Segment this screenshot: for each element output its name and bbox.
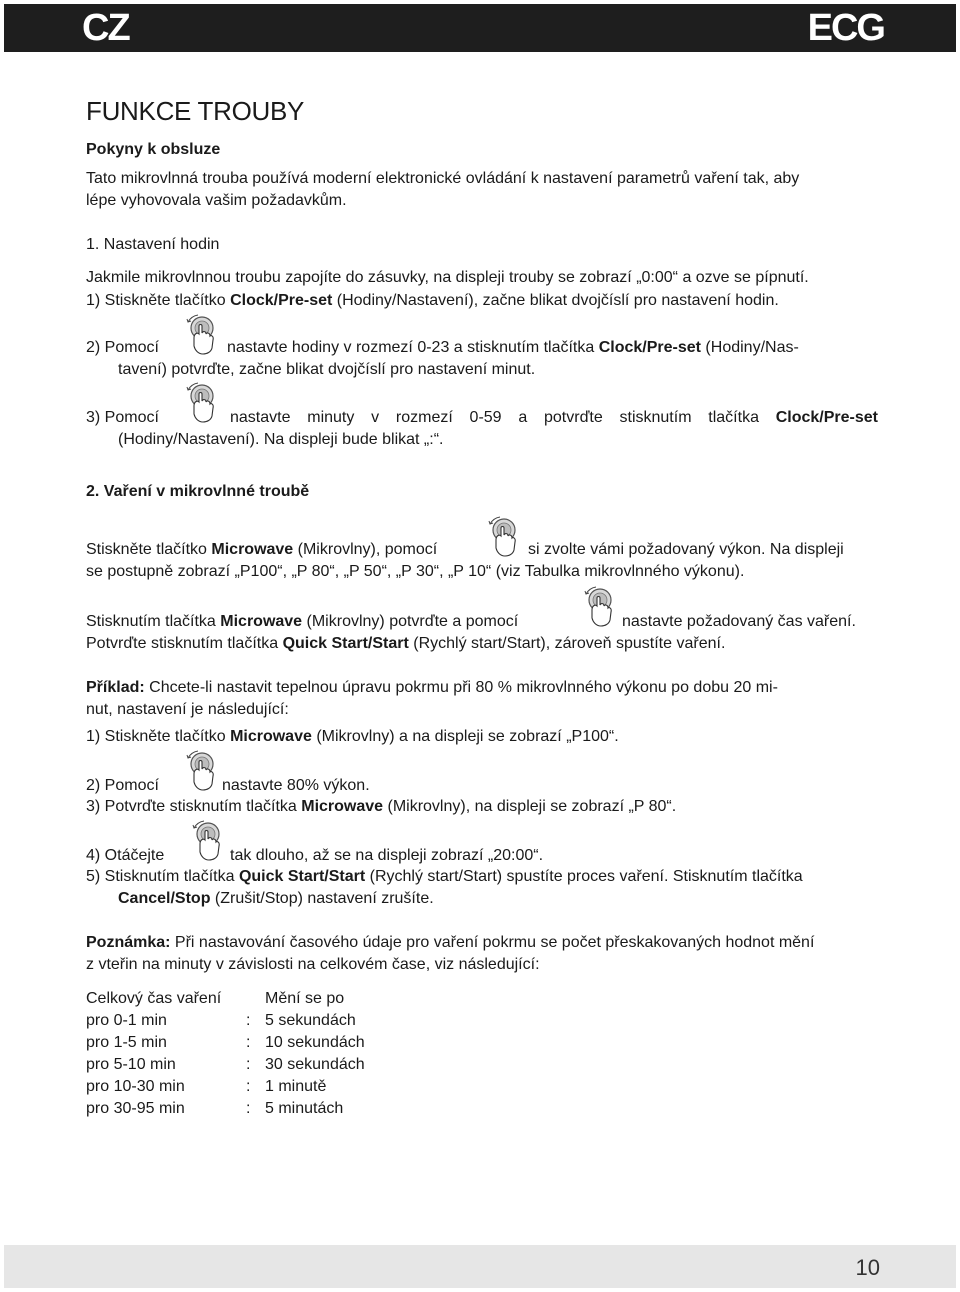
rotary-knob-hand-icon <box>182 748 222 792</box>
section1-step-2-body <box>227 337 878 359</box>
table-cell-sep: : <box>246 1012 251 1029</box>
table-cell-sep: : <box>246 1078 251 1095</box>
step-text: nastavte minuty v rozmezí 0-59 a potvrďte stisknutím tlačítka <box>230 409 776 426</box>
step-text: 3) Potvrďte stisknutím tlačítka <box>86 798 302 815</box>
table-cell-sep: : <box>246 1100 251 1117</box>
section1-step-3-line-2: (Hodiny/Nastavení). Na displeji bude blikat „:“. <box>118 431 444 448</box>
para-text: Stiskněte tlačítko <box>86 541 212 558</box>
section1-step-3-body <box>230 407 878 429</box>
language-code: CZ <box>82 7 129 49</box>
intro-line-2: lépe vyhovovala vašim požadavkům. <box>86 192 347 209</box>
table-cell-range: pro 1-5 min <box>86 1034 167 1051</box>
table-cell-sep: : <box>246 1034 251 1051</box>
table-cell-range: pro 0-1 min <box>86 1012 167 1029</box>
step-text: 1) Stiskněte tlačítko <box>86 728 231 745</box>
button-name: Microwave <box>211 541 294 558</box>
example-line-1 <box>86 677 878 699</box>
section1-heading: 1. Nastavení hodin <box>86 236 220 253</box>
para-text: (Mikrovlny), pomocí <box>293 541 438 558</box>
step-text: nastavte hodiny v rozmezí 0-23 a stisknutím tlačítka <box>227 339 599 356</box>
rotary-knob-hand-icon <box>484 514 524 558</box>
button-name: Microwave <box>220 613 303 630</box>
example-step-5-line-2 <box>118 888 910 910</box>
step-text: (Zrušit/Stop) nastavení zrušíte. <box>210 890 434 907</box>
page-number: 10 <box>855 1255 880 1280</box>
table-cell-range: pro 5-10 min <box>86 1056 176 1073</box>
step-text: (Rychlý start/Start) spustíte proces vaření. Stisknutím tlačítka <box>365 868 803 885</box>
example-label: Příklad: <box>86 679 145 696</box>
example-step-3 <box>86 796 878 818</box>
intro-heading: Pokyny k obsluze <box>86 141 221 158</box>
intro-line-1: Tato mikrovlnná trouba používá moderní elektronické ovládání k nastavení parametrů vaření tak, aby <box>86 170 800 187</box>
rotary-knob-hand-icon <box>188 818 228 862</box>
button-name: Quick Start/Start <box>282 635 409 652</box>
step-text: (Hodiny/Nas- <box>700 339 799 356</box>
section2-para-1-tail: si zvolte vámi požadovaný výkon. Na displeji <box>528 541 844 558</box>
para-text: Při nastavování časového údaje pro vaření pokrmu se počet přeskakovaných hodnot mění <box>170 934 815 951</box>
step-text: 2) Pomocí <box>86 339 159 356</box>
section2-para-2-line-2 <box>86 633 878 655</box>
button-name: Clock/Pre-set <box>775 409 878 426</box>
button-name: Clock/Pre-set <box>598 339 701 356</box>
button-name: Microwave <box>301 798 384 815</box>
rotary-knob-hand-icon <box>182 312 222 356</box>
rotary-knob-hand-icon <box>580 584 620 628</box>
section2-heading: 2. Vaření v mikrovlnné troubě <box>86 483 310 500</box>
section1-line-1: Jakmile mikrovlnnou troubu zapojíte do zásuvky, na displeji trouby se zobrazí „0:00“ a ozve se pípnutí. <box>86 269 809 286</box>
section2-para-1-line-2: se postupně zobrazí „P100“, „P 80“, „P 50“, „P 30“, „P 10“ (viz Tabulka mikrovlnného výkonu). <box>86 563 745 580</box>
example-step-5 <box>86 866 878 888</box>
step-text: (Mikrovlny) a na displeji se zobrazí „P100“. <box>311 728 619 745</box>
para-text: Chcete-li nastavit tepelnou úpravu pokrmu při 80 % mikrovlnného výkonu po dobu 20 mi- <box>144 679 778 696</box>
table-cell-step: 1 minutě <box>265 1078 327 1095</box>
para-text: Stisknutím tlačítka <box>86 613 221 630</box>
table-cell-sep: : <box>246 1056 251 1073</box>
rotary-knob-hand-icon <box>182 380 222 424</box>
para-text: Potvrďte stisknutím tlačítka <box>86 635 283 652</box>
example-step-2: 2) Pomocí <box>86 777 159 794</box>
note-line-2: z vteřin na minuty v závislosti na celkovém čase, viz následující: <box>86 956 540 973</box>
page-title: FUNKCE TROUBY <box>86 96 305 126</box>
button-name: Quick Start/Start <box>238 868 366 885</box>
button-name: Clock/Pre-set <box>230 292 333 309</box>
table-header-range: Celkový čas vaření <box>86 990 222 1007</box>
button-name: Cancel/Stop <box>118 890 211 907</box>
note-label: Poznámka: <box>86 934 171 951</box>
step-text: (Mikrovlny), na displeji se zobrazí „P 80“. <box>383 798 677 815</box>
section1-step-2-line-2: tavení) potvrďte, začne blikat dvojčíslí pro nastavení minut. <box>118 361 536 378</box>
table-cell-step: 5 minutách <box>265 1100 344 1117</box>
section1-step-1 <box>86 290 878 312</box>
example-step-4: 4) Otáčejte <box>86 847 165 864</box>
step-text: 1) Stiskněte tlačítko <box>86 292 231 309</box>
header-bar <box>4 4 956 52</box>
table-cell-step: 5 sekundách <box>265 1012 356 1029</box>
table-cell-step: 30 sekundách <box>265 1056 365 1073</box>
footer-bar <box>4 1245 956 1288</box>
brand-logo: ECG <box>807 7 884 49</box>
example-step-2-body: nastavte 80% výkon. <box>222 777 370 794</box>
table-cell-range: pro 30-95 min <box>86 1100 185 1117</box>
para-text: (Mikrovlny) potvrďte a pomocí <box>302 613 519 630</box>
example-step-1 <box>86 726 878 748</box>
section2-para-2-tail: nastavte požadovaný čas vaření. <box>622 613 856 630</box>
example-line-2: nut, nastavení je následující: <box>86 701 289 718</box>
step-text: 5) Stisknutím tlačítka <box>86 868 239 885</box>
step-text: 3) Pomocí <box>86 409 159 426</box>
table-cell-range: pro 10-30 min <box>86 1078 185 1095</box>
note-line-1 <box>86 932 878 954</box>
para-text: (Rychlý start/Start), zároveň spustíte vaření. <box>408 635 726 652</box>
button-name: Microwave <box>230 728 312 745</box>
step-text: (Hodiny/Nastavení), začne blikat dvojčíslí pro nastavení hodin. <box>332 292 779 309</box>
table-cell-step: 10 sekundách <box>265 1034 365 1051</box>
example-step-4-body: tak dlouho, až se na displeji zobrazí „20:00“. <box>230 847 544 864</box>
table-header-step: Mění se po <box>265 990 345 1007</box>
